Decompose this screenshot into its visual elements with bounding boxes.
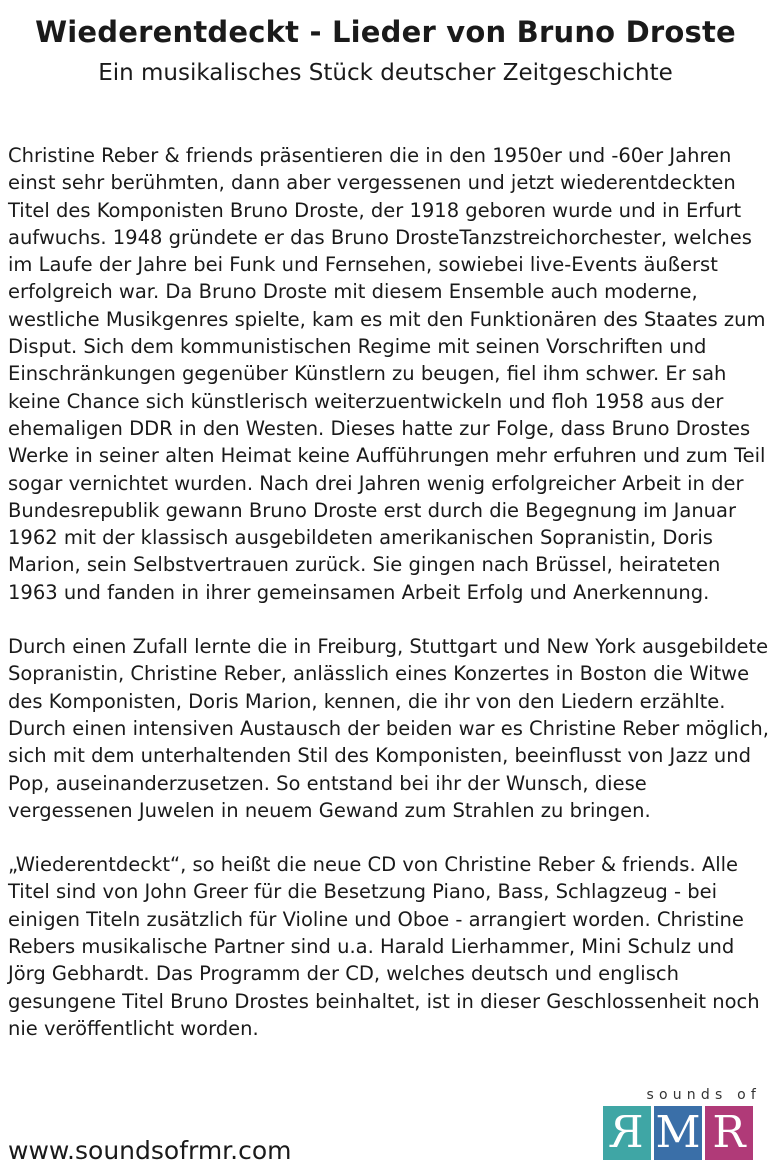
logo-letter-m: M [655,1107,701,1158]
sounds-of-rmr-logo [603,1086,761,1164]
page-subtitle: Ein musikalisches Stück deutscher Zeitgeschichte [98,60,673,86]
article-body [8,142,771,1069]
website-link[interactable]: www.soundsofrmr.com [8,1136,292,1165]
logo-letter-r-mirrored: R [603,1106,651,1160]
paragraph-3: „Wiederentdeckt“, so heißt die neue CD von Christine Reber & friends. Alle Titel sind von John Greer für die Besetzung Piano, Bass, Schlagzeug - bei einigen Titeln zusätzlich für Violine und Oboe - arrangiert worden. Christine Rebers musikalische Partner sind u.a. Harald Lierhammer, Mini Schulz und Jörg Gebhardt. Das Programm der CD, welches deutsch und englisch gesungene Titel Bruno Drostes beinhaltet, ist in dieser Geschlossenheit noch nie veröffentlicht worden. [8,853,760,1040]
logo-top-text: sounds of [646,1087,761,1103]
logo-letter-row [603,1106,761,1160]
logo-letter-r: R [705,1106,753,1160]
paragraph-2: Durch einen Zufall lernte die in Freiburg, Stuttgart und New York ausgebildete Sopranistin, Christine Reber, anlässlich eines Konzertes in Boston die Witwe des Komponisten, Doris Marion, kennen, die ihr von den Liedern erzählte. Durch einen intensiven Austausch der beiden war es Christine Reber möglich, sich mit dem unterhaltenden Stil des Komponisten, beeinflusst von Jazz und Pop, auseinanderzusetzen. So entstand bei ihr der Wunsch, diese vergessenen Juwelen in neuem Gewand zum Strahlen zu bringen. [8,635,769,822]
page-title: Wiederentdeckt - Lieder von Bruno Droste [35,15,736,49]
paragraph-1: Christine Reber & friends präsentieren die in den 1950er und -60er Jahren einst sehr berühmten, dann aber vergessenen und jetzt wiederentdeckten Titel des Komponisten Bruno Droste, der 1918 geboren wurde und in Erfurt aufwuchs. 1948 gründete er das Bruno DrosteTanzstreichorchester, welches im Laufe der Jahre bei Funk und Fernsehen, sowiebei live-Events äußerst erfolgreich war. Da Bruno Droste mit diesem Ensemble auch moderne, westliche Musikgenres spielte, kam es mit den Funktionären des Staates zum Disput. Sich dem kommunistischen Regime mit seinen Vorschriften und Einschränkungen gegenüber Künstlern zu beugen, fiel ihm schwer. Er sah keine Chance sich künstlerisch weiterzuentwickeln und floh 1958 aus der ehemaligen DDR in den Westen. Dieses hatte zur Folge, dass Bruno Drostes Werke in seiner alten Heimat keine Aufführungen mehr erfuhren und zum Teil sogar vernichtet wurden. Nach drei Jahren wenig erfolgreicher Arbeit in der Bundesrepublik gewann Bruno Droste erst durch die Begegnung im Januar 1962 mit der klassisch ausgebildeten amerikanischen Sopranistin, Doris Marion, sein Selbstvertrauen zurück. Sie gingen nach Brüssel, heirateten 1963 und fanden in ihrer gemeinsamen Arbeit Erfolg und Anerkennung. [8,144,766,604]
